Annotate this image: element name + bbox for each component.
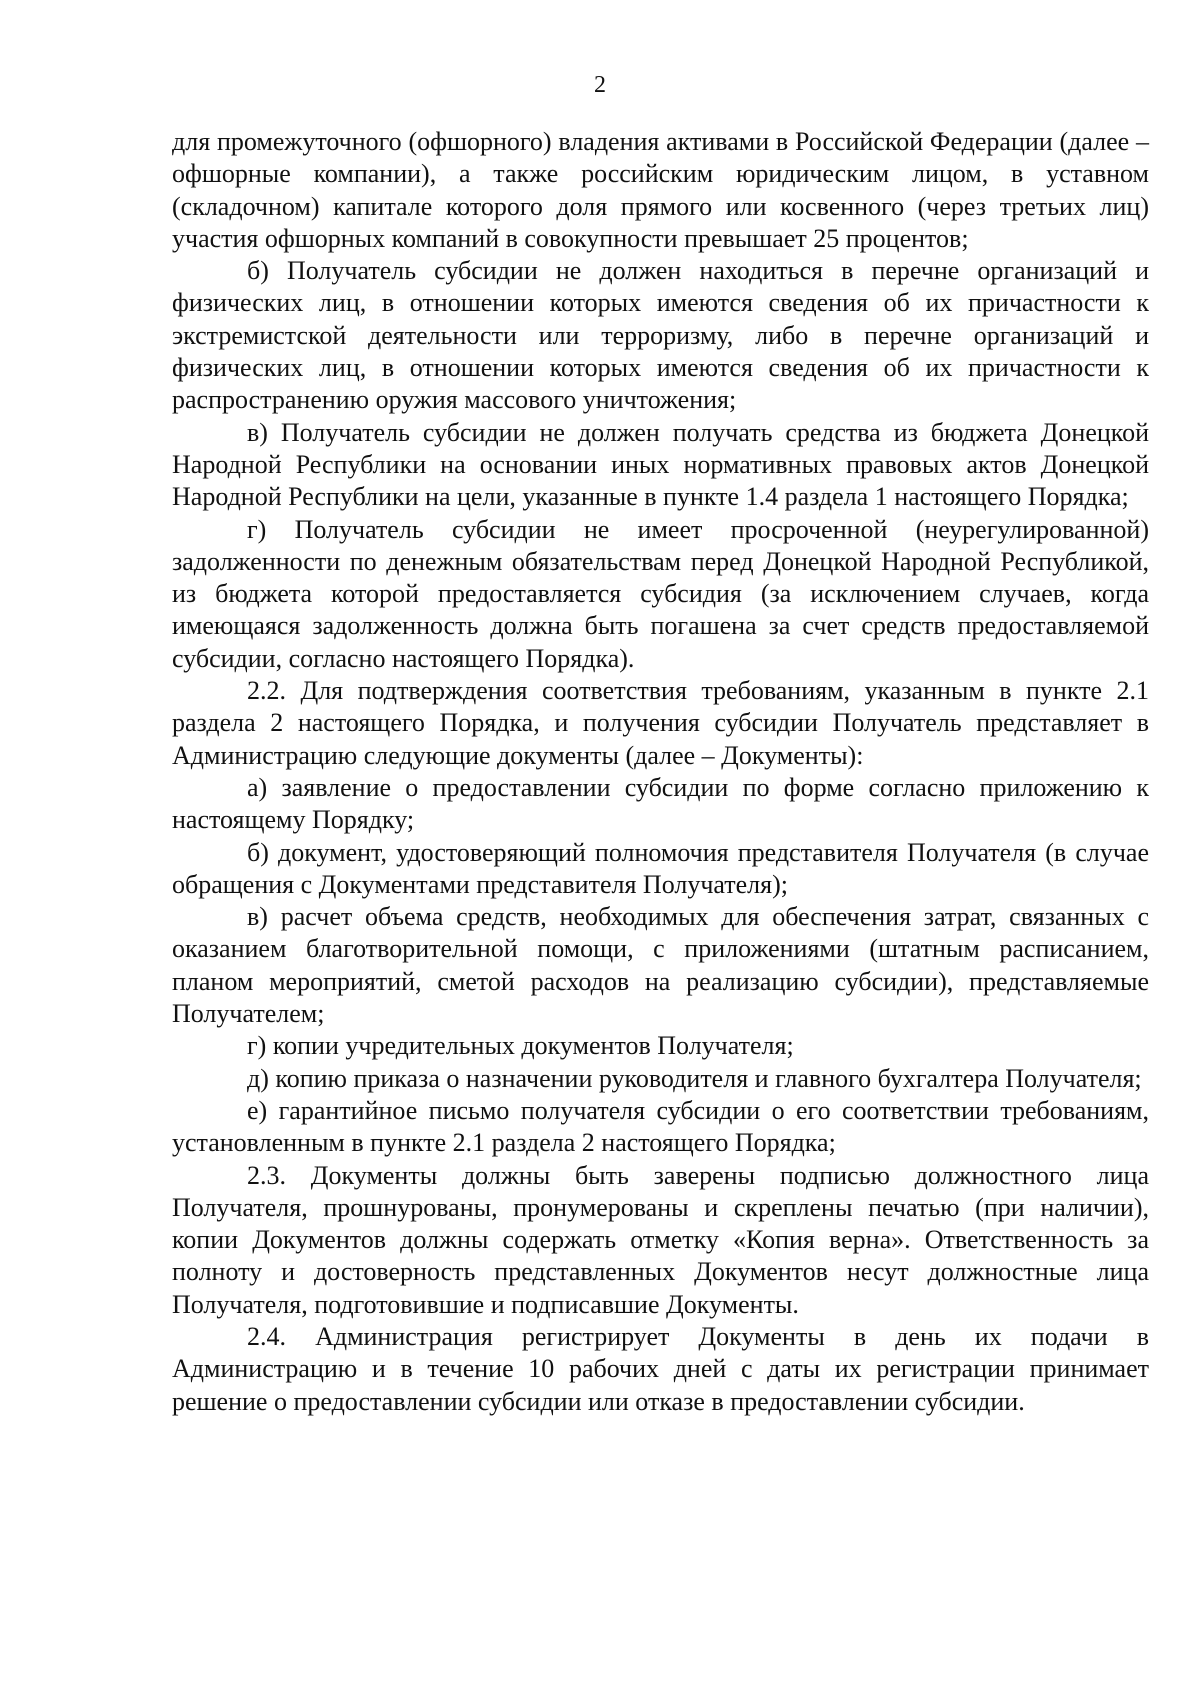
paragraph-doc-e-guarantee: е) гарантийное письмо получателя субсидии о его соответствии требованиям, установленным в пункте 2.1 раздела 2 настоящего Порядка; [172,1095,1149,1158]
document-body [172,126,1149,1418]
paragraph-clause-2-3: 2.3. Документы должны быть заверены подписью должностного лица Получателя, прошнурованы, пронумерованы и скреплены печатью (при наличии), копии Документов должны содержать отметку «Копия верна». Ответственность за полноту и достоверность представленных Документов несут должностные лица Получателя, подготовившие и подписавшие Документы. [172,1160,1149,1319]
paragraph-clause-2-4: 2.4. Администрация регистрирует Документы в день их подачи в Администрацию и в течение 10 рабочих дней с даты их регистрации принимает решение о предоставлении субсидии или отказе в предоставлении субсидии. [172,1321,1149,1416]
paragraph-doc-a-application: а) заявление о предоставлении субсидии по форме согласно приложению к настоящему Порядку; [172,772,1149,835]
paragraph-doc-g-charter: г) копии учредительных документов Получателя; [247,1031,794,1061]
paragraph-doc-d-order: д) копию приказа о назначении руководителя и главного бухгалтера Получателя; [247,1063,1142,1093]
paragraph-clause-2-2: 2.2. Для подтверждения соответствия требованиям, указанным в пункте 2.1 раздела 2 настоящего Порядка, и получения субсидии Получатель представляет в Администрацию следующие документы (далее – Документы): [172,676,1149,770]
paragraph-doc-v-calculation: в) расчет объема средств, необходимых для обеспечения затрат, связанных с оказанием благотворительной помощи, с приложениями (штатным расписанием, планом мероприятий, сметой расходов на реализацию субсидии), представляемые Получателем; [172,902,1149,1029]
page-number: 2 [594,72,606,98]
paragraph-continuation: для промежуточного (офшорного) владения активами в Российской Федерации (далее – офшорные компании), а также российским юридическим лицом, в уставном (складочном) капитале которого доля прямого или косвенного (через третьих лиц) участия офшорных компаний в совокупности превышает 25 процентов; [172,127,1149,253]
paragraph-item-g-debt: г) Получатель субсидии не имеет просроченной (неурегулированной) задолженности по денежным обязательствам перед Донецкой Народной Республикой, из бюджета которой предоставляется субсидия (за исключением случаев, когда имеющаяся задолженность должна быть погашена за счет средств предоставляемой субсидии, согласно настоящего Порядка). [172,514,1149,673]
paragraph-doc-b-authority: б) документ, удостоверяющий полномочия представителя Получателя (в случае обращения с Документами представителя Получателя); [172,837,1149,899]
paragraph-item-v-budget: в) Получатель субсидии не должен получать средства из бюджета Донецкой Народной Республики на основании иных нормативных правовых актов Донецкой Народной Республики на цели, указанные в пункте 1.4 раздела 1 настоящего Порядка; [172,417,1149,512]
paragraph-item-b-extremism: б) Получатель субсидии не должен находиться в перечне организаций и физических лиц, в отношении которых имеются сведения об их причастности к экстремистской деятельности или терроризму, либо в перечне организаций и физических лиц, в отношении которых имеются сведения об их причастности к распространению оружия массового уничтожения; [172,256,1149,415]
